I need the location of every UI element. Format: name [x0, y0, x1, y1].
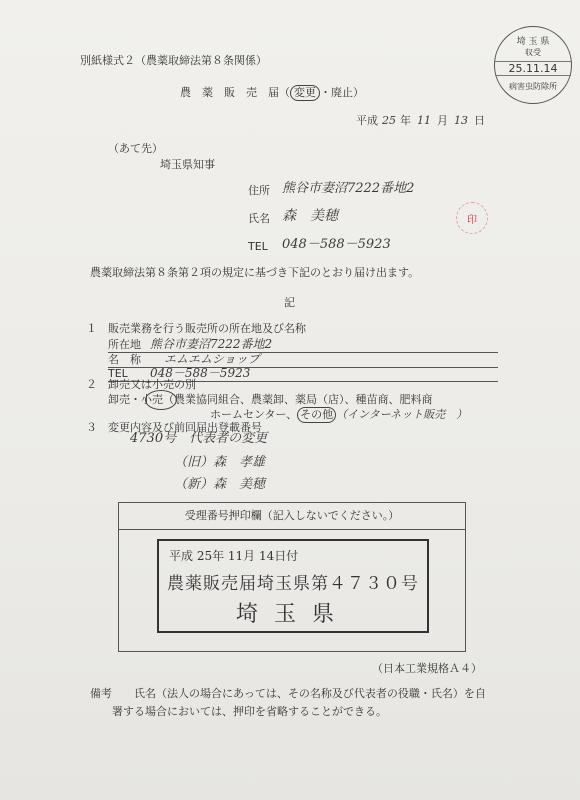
title-suffix: ）	[353, 86, 364, 99]
stamp-number: 農薬販売届埼玉県第４７３０号	[167, 574, 419, 594]
submission-date	[356, 114, 485, 128]
date-year: 25	[382, 114, 396, 127]
section3-heading: 変更内容及び前回届出登載番号	[108, 421, 262, 434]
received-postmark	[494, 26, 572, 104]
section1-location-label: 所在地	[108, 338, 141, 351]
section2-heading: 卸売又は小売の別	[108, 378, 196, 391]
declaration: 農薬取締法第８条第２項の規定に基づき下記のとおり届け出ます。	[90, 266, 420, 279]
date-era: 平成	[356, 114, 378, 127]
stamp-date: 平成 25年 11月 14日付	[169, 549, 299, 563]
jis-note: （日本工業規格Ａ４）	[372, 662, 482, 675]
applicant-name: 森 美穂	[282, 208, 338, 224]
receipt-box	[118, 502, 466, 652]
date-month-unit: 月	[437, 114, 448, 127]
applicant-address-label: 住所	[248, 184, 270, 197]
section1-tel: 048－588－5923	[150, 366, 251, 380]
section3-old: （旧）森 孝雄	[174, 455, 266, 470]
note-line2: 署する場合においては、押印を省略することができる。	[112, 705, 387, 718]
option-abolish: 廃止	[331, 86, 353, 99]
section1-name-label: 名 称	[108, 353, 141, 366]
seal-text: 印	[467, 215, 477, 226]
form-title	[180, 85, 364, 101]
applicant-tel-label: TEL	[248, 240, 268, 253]
note-line1: 氏名（法人の場合にあっては、その名称及び代表者の役職・氏名）を自	[134, 687, 486, 700]
addressee-label: （あて先）	[108, 142, 163, 155]
section3-content: 4730号 代表者の変更	[130, 431, 268, 446]
applicant-address: 熊谷市妻沼7222番地2	[282, 181, 415, 196]
addressee: 埼玉県知事	[160, 158, 215, 171]
postmark-bottom: 病害虫防除所	[509, 82, 557, 91]
section2-line2-prefix: ホームセンター、	[210, 408, 298, 421]
section1-heading: 販売業務を行う販売所の所在地及び名称	[108, 322, 306, 335]
title-prefix: 農 薬 販 売 届（	[180, 86, 290, 99]
date-year-unit: 年	[400, 114, 411, 127]
section1-name: エムエムショップ	[164, 352, 260, 366]
section3-new: （新）森 美穂	[174, 477, 266, 492]
section1-location: 熊谷市妻沼7222番地2	[150, 337, 273, 351]
section1-number: １	[86, 322, 97, 335]
registration-stamp	[157, 539, 429, 633]
date-day-unit: 日	[474, 114, 485, 127]
form-reference: 別紙様式２（農薬取締法第８条関係）	[80, 54, 267, 67]
option-change: 変更	[290, 85, 320, 101]
ki-marker: 記	[284, 296, 295, 309]
section2-options: 卸売・小売（農業協同組合、農薬卸、薬局（店）、種苗商、肥料商	[108, 393, 433, 406]
postmark-date: 25.11.14	[495, 61, 571, 76]
selected-option-circle	[145, 390, 177, 410]
note-label: 備考	[90, 687, 112, 700]
applicant-name-label: 氏名	[248, 212, 270, 225]
stamp-prefecture: 埼玉県	[235, 602, 350, 627]
date-day: 13	[454, 114, 468, 127]
postmark-middle: 収受	[525, 48, 541, 57]
section2-number: ２	[86, 378, 97, 391]
date-month: 11	[417, 114, 431, 127]
section2-other: その他	[297, 407, 336, 423]
section3-number: ３	[86, 421, 97, 434]
seal-mark	[456, 202, 488, 234]
postmark-top: 埼 玉 県	[516, 37, 550, 47]
section2-other-detail: （インターネット販売 ）	[336, 408, 468, 421]
applicant-tel: 048－588－5923	[282, 237, 391, 252]
section1-tel-label: TEL	[108, 367, 128, 380]
receipt-heading: 受理番号押印欄（記入しないでください。）	[119, 503, 465, 530]
title-separator: ・	[320, 86, 331, 99]
